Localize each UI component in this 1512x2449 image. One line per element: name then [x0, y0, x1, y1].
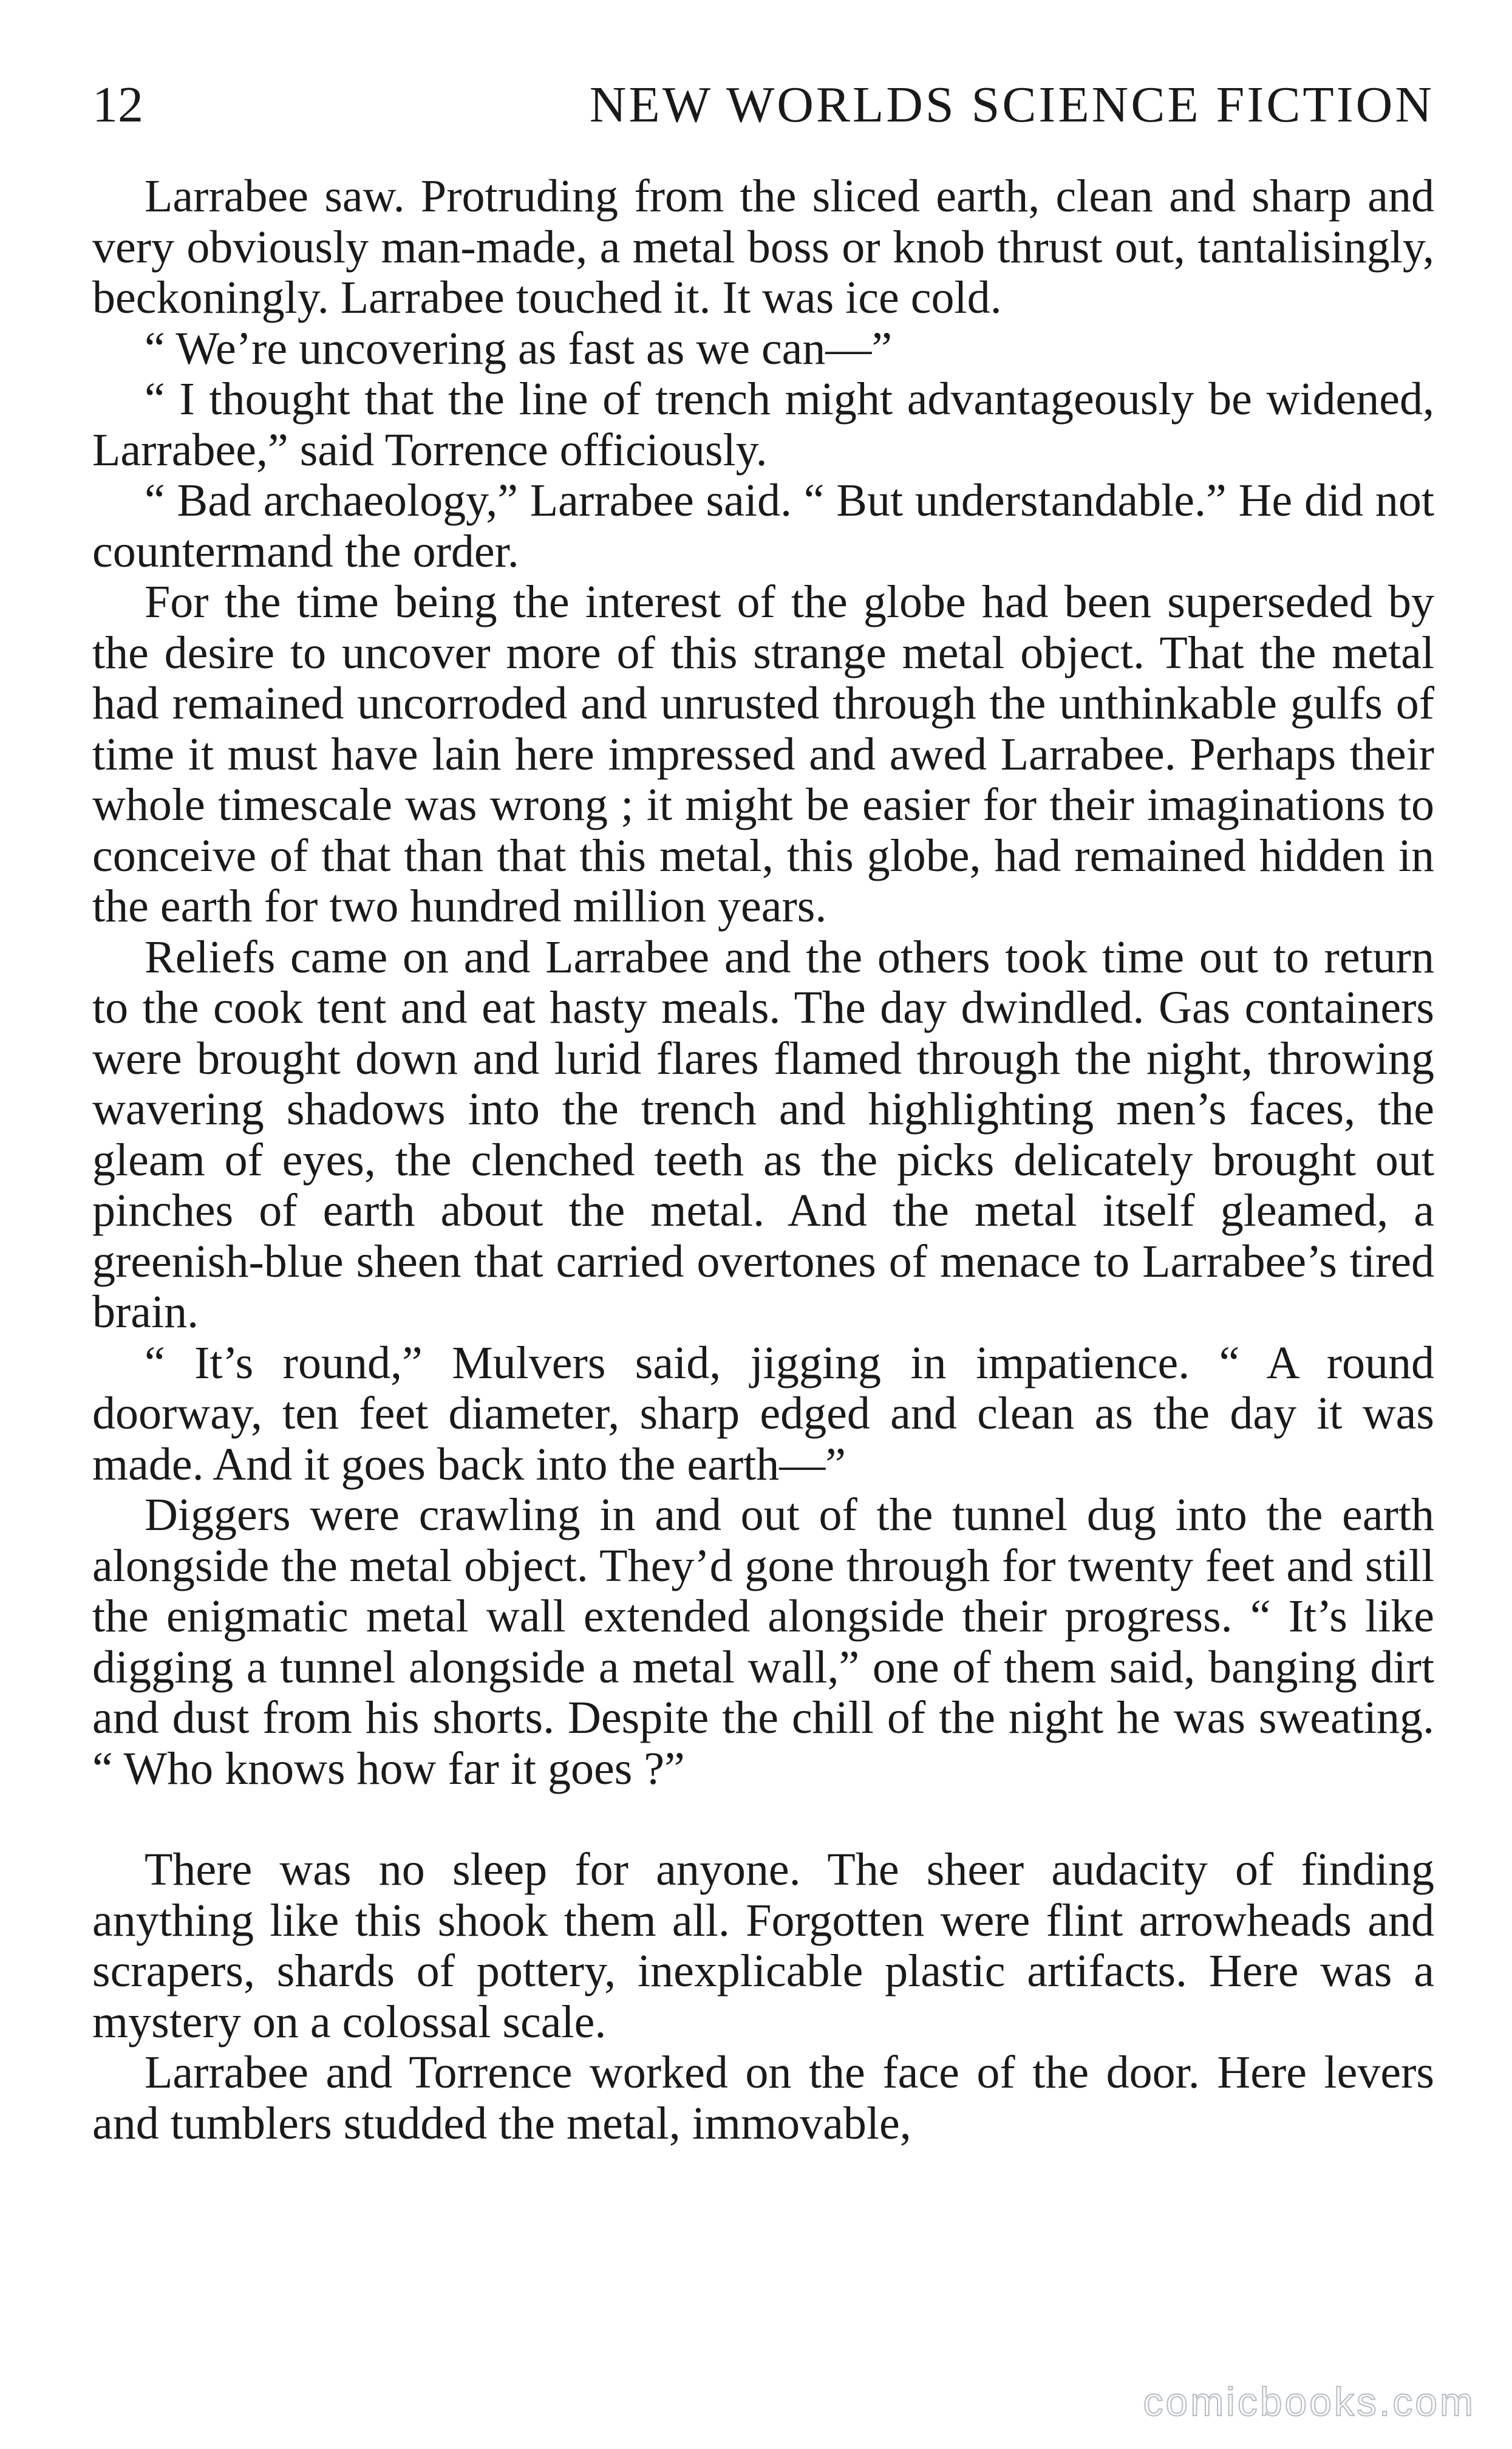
- running-head: [92, 72, 1434, 138]
- section-break: [92, 1794, 1434, 1845]
- paragraph-6: Reliefs came on and Larrabee and the others took time out to return to the cook tent and eat hasty meals. The day dwindled. Gas containers were brought down and lurid flares flamed through the night, throwing wavering shadows into the trench and highlighting men’s faces, the gleam of eyes, the clenched teeth as the picks delicately brought out pinches of earth about the metal. And the metal itself gleamed, a greenish-blue sheen that carried overtones of menace to Larrabee’s tired brain.: [92, 931, 1434, 1337]
- paragraph-5: For the time being the interest of the globe had been superseded by the desire to uncover more of this strange metal object. That the metal had remained uncorroded and unrusted through the unthinkable gulfs of time it must have lain here impressed and awed Larrabee. Perhaps their whole timescale was wrong ; it might be easier for their imaginations to conceive of that than that this metal, this globe, had remained hidden in the earth for two hundred million years.: [92, 576, 1434, 932]
- paragraph-2: “ We’re uncovering as fast as we can—”: [145, 323, 893, 374]
- running-title: NEW WORLDS SCIENCE FICTION: [589, 77, 1434, 133]
- page-number: 12: [92, 77, 143, 133]
- paragraph-4: “ Bad archaeology,” Larrabee said. “ But understandable.” He did not countermand the order.: [92, 475, 1434, 577]
- paragraph-1: Larrabee saw. Protruding from the sliced earth, clean and sharp and very obviously man-made, a metal boss or knob thrust out, tantalisingly, beckoningly. Larrabee touched it. It was ice cold.: [92, 171, 1434, 323]
- paragraph-10: Larrabee and Torrence worked on the face of the door. Here levers and tumblers studded the metal, immovable,: [92, 2047, 1434, 2149]
- paragraph-9: There was no sleep for anyone. The sheer audacity of finding anything like this shook them all. Forgotten were flint arrowheads and scrapers, shards of pottery, inexplicable plastic artifacts. Here was a mystery on a colossal scale.: [92, 1844, 1434, 2048]
- paragraph-3: “ I thought that the line of trench might advantageously be widened, Larrabee,” said Torrence officiously.: [92, 374, 1434, 476]
- body-text: [92, 171, 1434, 2149]
- paragraph-8: Diggers were crawling in and out of the tunnel dug into the earth alongside the metal object. They’d gone through for twenty feet and still the enigmatic metal wall extended alongside their progress. “ It’s like digging a tunnel alongside a metal wall,” one of them said, banging dirt and dust from his shorts. Despite the chill of the night he was sweating. “ Who knows how far it goes ?”: [92, 1489, 1434, 1794]
- watermark: comicbooks.com: [1143, 2379, 1476, 2424]
- paragraph-7: “ It’s round,” Mulvers said, jigging in impatience. “ A round doorway, ten feet diameter, sharp edged and clean as the day it was made. And it goes back into the earth—”: [92, 1337, 1434, 1490]
